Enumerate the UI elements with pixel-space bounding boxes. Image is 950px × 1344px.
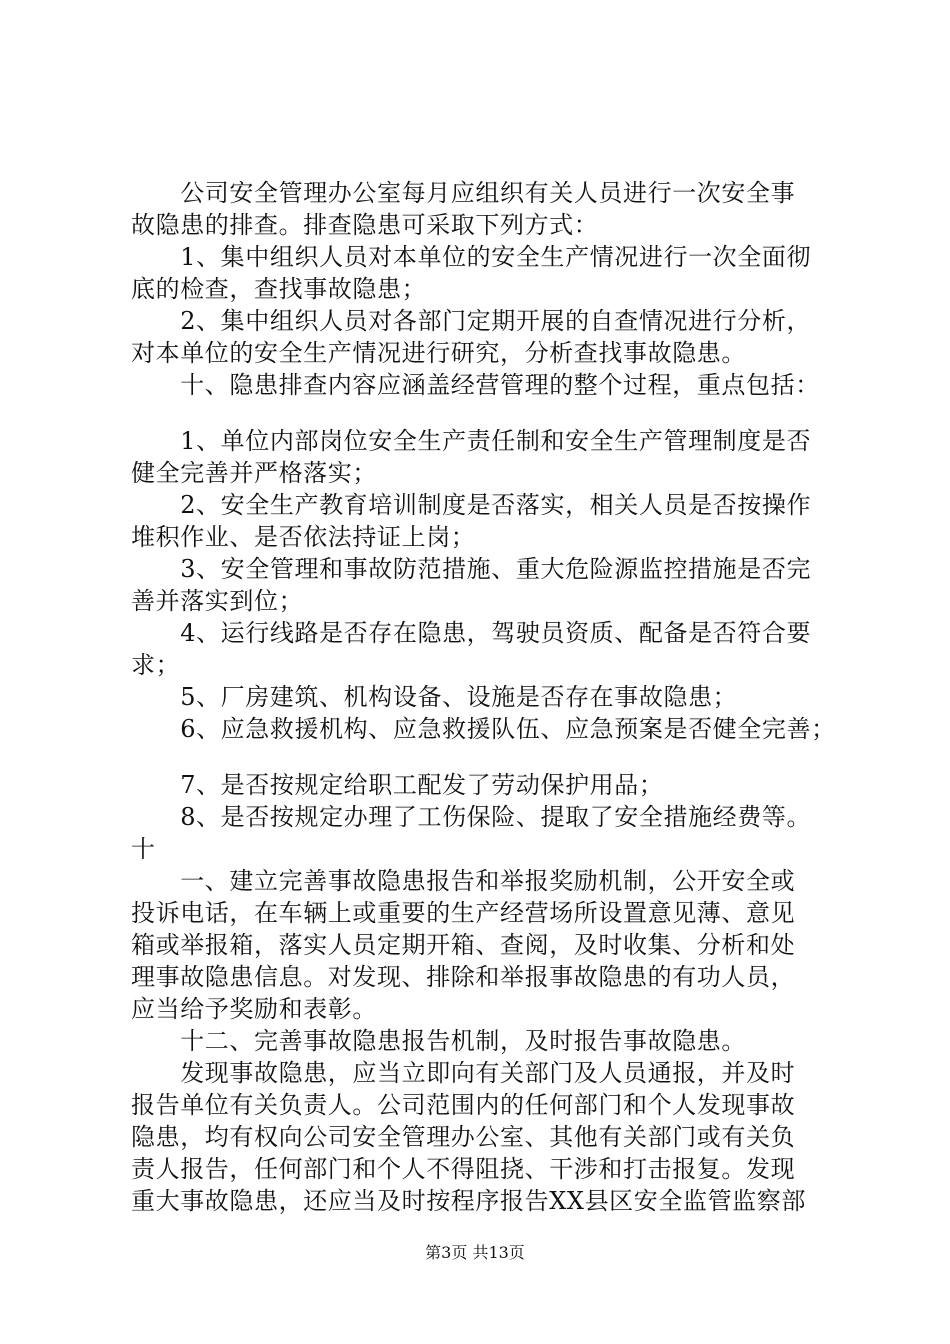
text-line: 堆积作业、是否依法持证上岗； [131, 523, 476, 551]
text-line: 隐患，均有权向公司安全管理办公室、其他有关部门或有关负 [131, 1123, 796, 1151]
text-line: 4、运行线路是否存在隐患，驾驶员资质、配备是否符合要 [131, 619, 812, 647]
text-line: 2、集中组织人员对各部门定期开展的自查情况进行分析， [131, 307, 812, 335]
text-line: 1、单位内部岗位安全生产责任制和安全生产管理制度是否 [131, 427, 812, 455]
text-line: 十、隐患排查内容应涵盖经营管理的整个过程，重点包括： [131, 371, 820, 399]
text-line: 重大事故隐患，还应当及时按程序报告XX县区安全监管监察部 [131, 1187, 806, 1215]
text-line: 报告单位有关负责人。公司范围内的任何部门和个人发现事故 [131, 1091, 796, 1119]
text-line: 2、安全生产教育培训制度是否落实，相关人员是否按操作 [131, 491, 812, 519]
text-line: 1、集中组织人员对本单位的安全生产情况进行一次全面彻 [131, 243, 812, 271]
text-line: 投诉电话，在车辆上或重要的生产经营场所设置意见薄、意见 [131, 899, 796, 927]
text-line: 十二、完善事故隐患报告机制，及时报告事故隐患。 [131, 1027, 746, 1055]
text-line: 对本单位的安全生产情况进行研究，分析查找事故隐患。 [131, 339, 746, 367]
text-line: 责人报告，任何部门和个人不得阻挠、干涉和打击报复。发现 [131, 1155, 796, 1183]
page-number-footer: 第3页 共13页 [425, 1243, 525, 1262]
text-line: 应当给予奖励和表彰。 [131, 995, 377, 1023]
text-line: 十 [131, 835, 156, 863]
text-line: 理事故隐患信息。对发现、排除和举报事故隐患的有功人员， [131, 963, 796, 991]
text-line: 8、是否按规定办理了工伤保险、提取了安全措施经费等。 [131, 803, 812, 831]
text-line: 发现事故隐患，应当立即向有关部门及人员通报，并及时 [131, 1059, 796, 1087]
text-line: 7、是否按规定给职工配发了劳动保护用品； [131, 771, 664, 799]
text-line: 一、建立完善事故隐患报告和举报奖励机制，公开安全或 [131, 867, 796, 895]
text-line: 求； [131, 651, 181, 679]
text-line: 健全完善并严格落实； [131, 459, 377, 487]
text-line: 3、安全管理和事故防范措施、重大危险源监控措施是否完 [131, 555, 812, 583]
text-line: 故隐患的排查。排查隐患可采取下列方式： [131, 211, 599, 239]
text-line: 善并落实到位； [131, 587, 304, 615]
text-line: 箱或举报箱，落实人员定期开箱、查阅，及时收集、分析和处 [131, 931, 796, 959]
text-line: 5、厂房建筑、机构设备、设施是否存在事故隐患； [131, 683, 738, 711]
text-line: 底的检查，查找事故隐患； [131, 275, 427, 303]
text-line: 6、应急救援机构、应急救援队伍、应急预案是否健全完善； [131, 715, 836, 743]
text-line: 公司安全管理办公室每月应组织有关人员进行一次安全事 [131, 179, 796, 207]
